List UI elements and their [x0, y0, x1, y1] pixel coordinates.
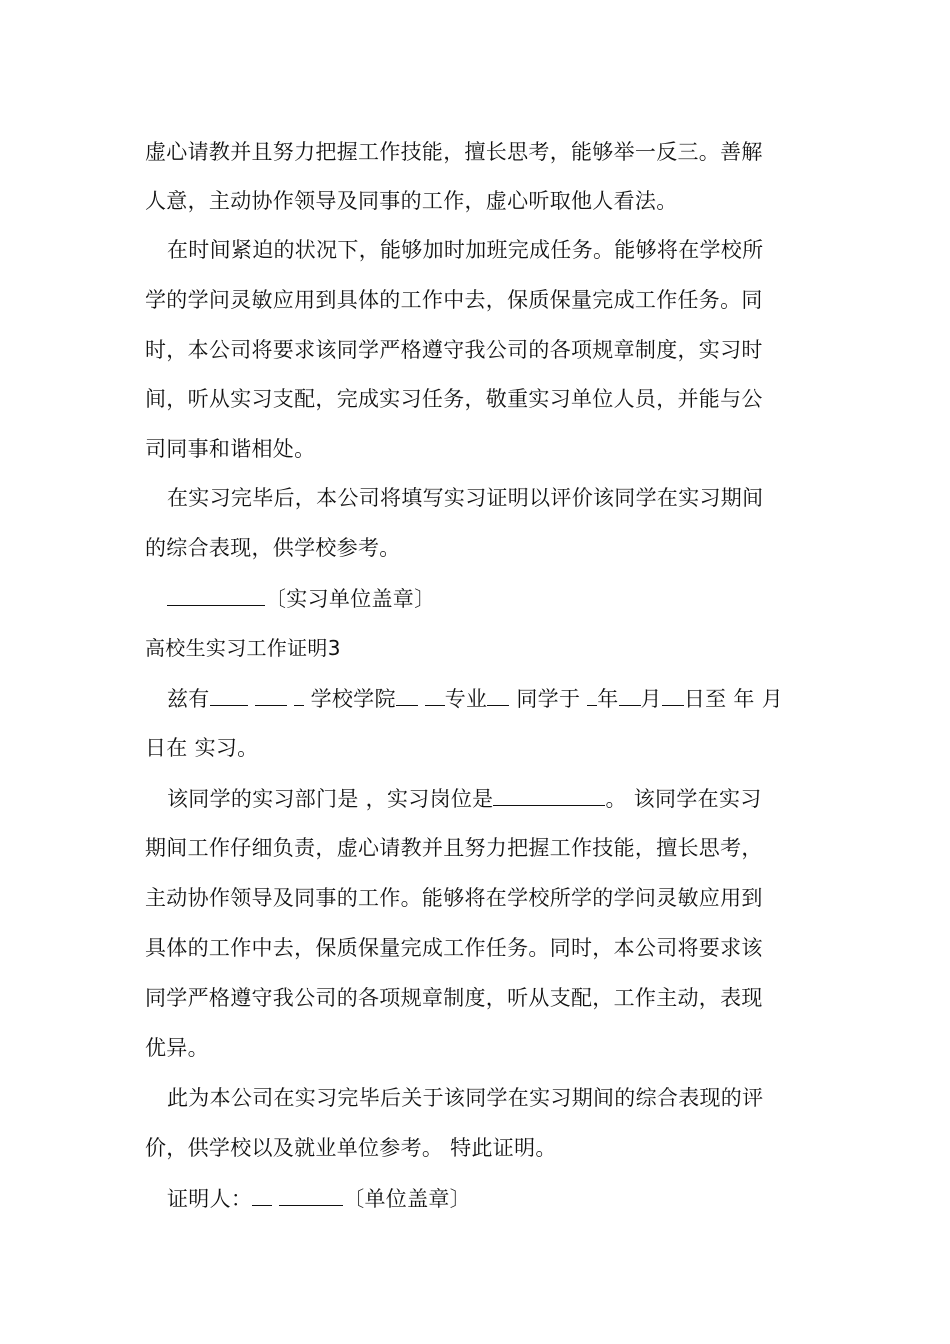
blank-underline [493, 783, 605, 806]
paragraph-line: 优异。 [145, 1036, 209, 1060]
paragraph-line: 时，本公司将要求该同学严格遵守我公司的各项规章制度，实习时 [145, 338, 763, 362]
blank-underline [210, 683, 248, 706]
fill-text: 兹有 [167, 687, 210, 711]
blank-underline [619, 683, 641, 706]
paragraph-line: 此为本公司在实习完毕后关于该同学在实习期间的综合表现的评 [167, 1086, 764, 1110]
paragraph-line: 价，供学校以及就业单位参考。 特此证明。 [145, 1136, 557, 1160]
paragraph-line: 司同事和谐相处。 [145, 437, 316, 461]
fill-text: 年 [597, 687, 619, 711]
paragraph-line: 虚心请教并且努力把握工作技能，擅长思考，能够举一反三。善解 [145, 140, 763, 164]
stamp-line [167, 583, 837, 614]
fill-text: 该同学的实习部门是 ，实习岗位是 [167, 787, 494, 811]
blank-underline [587, 683, 597, 706]
fill-text: 月 [640, 687, 662, 711]
paragraph-line: 学的学问灵敏应用到具体的工作中去，保质保量完成工作任务。同 [145, 288, 763, 312]
certifier-line [167, 1183, 837, 1214]
paragraph-line: 的综合表现，供学校参考。 [145, 536, 401, 560]
blank-underline [167, 583, 265, 606]
blank-underline [425, 683, 445, 706]
fill-in-line: 日在 实习。 [145, 736, 259, 760]
department-line [167, 783, 837, 814]
certifier-label: 证明人： [167, 1187, 253, 1211]
paragraph-line: 在时间紧迫的状况下，能够加时加班完成任务。能够将在学校所 [167, 238, 764, 262]
paragraph-line: 同学严格遵守我公司的各项规章制度，听从支配，工作主动，表现 [145, 986, 763, 1010]
blank-underline [662, 683, 684, 706]
stamp-label: 〔实习单位盖章〕 [265, 587, 436, 611]
blank-underline [279, 1183, 343, 1206]
fill-text: 同学于 [516, 687, 581, 711]
fill-text: 日至 年 月 [683, 687, 784, 711]
blank-underline [487, 683, 509, 706]
section-title: 高校生实习工作证明3 [145, 636, 341, 660]
stamp-label: 〔单位盖章〕 [343, 1187, 471, 1211]
blank-underline [396, 683, 418, 706]
blank-underline [252, 1183, 272, 1206]
fill-text: 。 该同学在实习 [605, 787, 762, 811]
paragraph-line: 人意，主动协作领导及同事的工作，虚心听取他人看法。 [145, 189, 678, 213]
paragraph-line: 在实习完毕后，本公司将填写实习证明以评价该同学在实习期间 [167, 486, 764, 510]
fill-text: 学校学院 [310, 687, 396, 711]
paragraph-line: 期间工作仔细负责，虚心请教并且努力把握工作技能，擅长思考， [145, 836, 763, 860]
blank-underline [255, 683, 287, 706]
paragraph-line: 具体的工作中去，保质保量完成工作任务。同时，本公司将要求该 [145, 936, 763, 960]
paragraph-line: 间，听从实习支配，完成实习任务，敬重实习单位人员，并能与公 [145, 387, 763, 411]
fill-in-line [167, 683, 837, 714]
blank-underline [294, 683, 304, 706]
paragraph-line: 主动协作领导及同事的工作。能够将在学校所学的学问灵敏应用到 [145, 886, 763, 910]
fill-text: 专业 [444, 687, 488, 711]
